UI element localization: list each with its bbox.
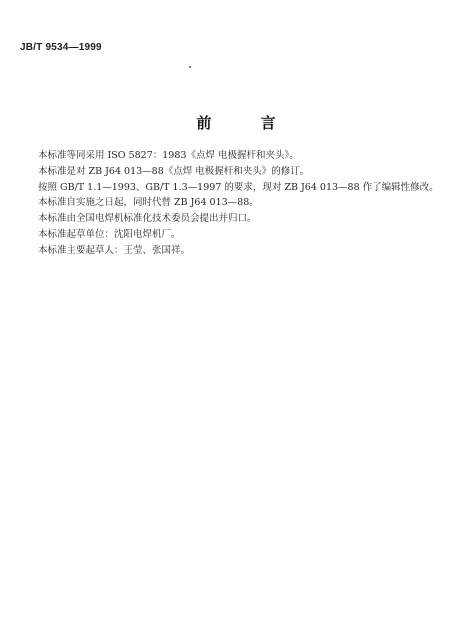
foreword-title: 前 言 (196, 114, 298, 132)
foreword-paragraph: 本标准等同采用 ISO 5827：1983《点焊 电极握杆和夹头》。 (38, 150, 299, 161)
foreword-paragraph: 本标准由全国电焊机标准化技术委员会提出并归口。 (38, 213, 257, 225)
standard-code: JB/T 9534—1999 (20, 42, 102, 53)
scan-speck (189, 66, 191, 68)
foreword-paragraph: 本标准主要起草人：王莹、张国祥。 (38, 244, 191, 256)
foreword-paragraph: 本标准起草单位：沈阳电焊机厂。 (38, 228, 181, 240)
foreword-paragraph: 本标准自实施之日起，同时代替 ZB J64 013—88。 (38, 197, 259, 209)
foreword-body (38, 148, 458, 259)
foreword-paragraph: 本标准是对 ZB J64 013—88《点焊 电极握杆和夹头》的修订。 (38, 165, 310, 177)
foreword-paragraph: 按照 GB/T 1.1—1993、GB/T 1.3—1997 的要求，现对 ZB J64 013—88 作了编辑性修改。 (38, 181, 439, 193)
